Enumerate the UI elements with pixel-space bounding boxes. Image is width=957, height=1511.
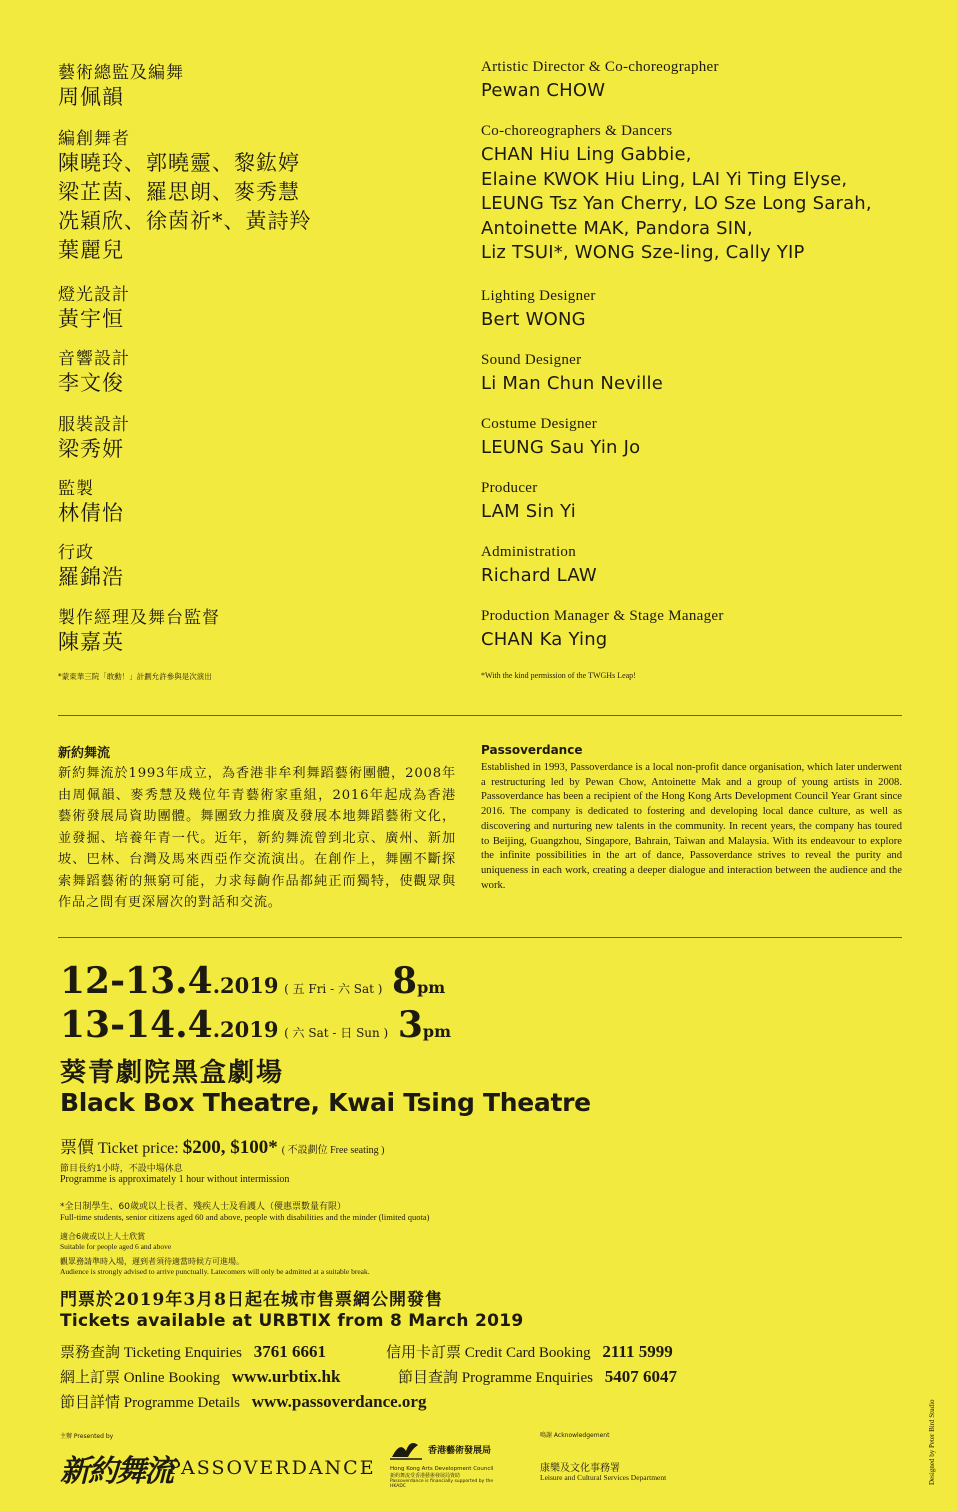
credit-role: Production Manager & Stage Manager xyxy=(481,608,724,624)
credit-zh-lighting xyxy=(58,280,130,334)
sale-en: Tickets available at URBTIX from 8 March 2019 xyxy=(60,1311,524,1331)
enquiry-details xyxy=(60,1391,426,1412)
enquiry-value: 2111 5999 xyxy=(602,1342,673,1361)
credit-zh-dancers xyxy=(58,124,312,265)
bio-en-text: Established in 1993, Passoverdance is a local non-profit dance organisation, which later underwent a restructuring led by Pewan Chow, Antoinette Mak and a group of young artists in 2008. Passoverdance has been a recipient of the Hong Kong Arts Development Council Year Grant since 2016. The company is dedicated to fostering and developing local dance culture, as well as discovering and nurturing new talents in the community. In recent years, the company has toured to Beijing, Guangzhou, Singapore, Bahrain, Taiwan and Malaysia. With its endeavour to explore the infinite possibilities in the art of dance, Passoverdance strives to reveal the purity and uniqueness in each work, creating a deeper dialogue and interaction between the audience and the work. xyxy=(481,762,902,891)
credit-name: LEUNG Tsz Yan Cherry, LO Sze Long Sarah, xyxy=(481,193,872,214)
credit-zh-sound xyxy=(58,344,130,398)
show-time: 3 xyxy=(397,1004,423,1046)
enquiry-value: 5407 6047 xyxy=(604,1367,677,1386)
enquiry-value: 3761 6661 xyxy=(253,1342,326,1361)
credit-name: 李文俊 xyxy=(58,371,124,395)
note-concession xyxy=(60,1199,429,1222)
show-date-2 xyxy=(60,1004,451,1046)
credit-name: Pewan CHOW xyxy=(481,80,606,101)
price-label-en: Ticket price: xyxy=(98,1140,179,1157)
credit-en-dancers xyxy=(481,123,872,266)
price-values: $200, $100* xyxy=(182,1137,278,1158)
credit-name: Liz TSUI*, WONG Sze-ling, Cally YIP xyxy=(481,242,805,263)
note-zh: *全日制學生、60歲或以上長者、殘疾人士及看護人（優惠票數量有限） xyxy=(60,1202,346,1212)
bio-zh-title: 新約舞流 xyxy=(58,746,111,761)
sale-zh: 門票於2019年3月8日起在城市售票網公開發售 xyxy=(60,1290,443,1310)
credit-role: 行政 xyxy=(58,543,94,563)
note-en: Audience is strongly advised to arrive punctually. Latecomers will only be admitted at a suitable break. xyxy=(60,1267,370,1276)
divider xyxy=(58,715,902,716)
enquiry-credit-card xyxy=(386,1341,673,1362)
credit-name: 梁秀妍 xyxy=(58,437,124,461)
show-year: .2019 xyxy=(212,1017,279,1042)
bio-en-title: Passoverdance xyxy=(481,743,583,757)
credit-name: 梁芷茵、羅思朗、麥秀慧 xyxy=(58,180,300,204)
enquiry-zh: 節目詳情 xyxy=(60,1395,121,1411)
bio-zh-text: 新約舞流於1993年成立，為香港非牟利舞蹈藝術團體，2008年由周佩韻、麥秀慧及幾位年青藝術家重組，2016年起成為香港藝術發展局資助團體。舞團致力推廣及發展本地舞蹈藝術文化，並發掘、培養年青一代。近年，新約舞流曾到北京、廣州、新加坡、巴林、台灣及馬來西亞作交流演出。在創作上，舞團不斷探索舞蹈藝術的無窮可能，力求每齣作品都純正而獨特，使觀眾與作品之間有更深層次的對話和交流。 xyxy=(58,766,456,910)
enquiry-zh: 信用卡訂票 xyxy=(386,1345,462,1361)
credit-en-costume xyxy=(481,416,640,461)
price-label-zh: 票價 xyxy=(60,1138,94,1158)
show-date: 12-13.4 xyxy=(60,960,213,1002)
credit-name: Antoinette MAK, Pandora SIN, xyxy=(481,217,753,239)
credit-name: 陳嘉英 xyxy=(58,630,124,654)
credit-en-lighting xyxy=(481,288,596,333)
note-zh: 觀眾務請準時入場，遲到者須待適當時候方可進場。 xyxy=(60,1257,244,1266)
lcsd-zh: 康樂及文化事務署 xyxy=(540,1463,620,1474)
hkadc-logo xyxy=(390,1437,500,1489)
enquiry-en: Programme Details xyxy=(123,1395,240,1411)
show-date-1 xyxy=(60,960,445,1002)
enquiry-en: Online Booking xyxy=(123,1370,221,1386)
note-en: Suitable for people aged 6 and above xyxy=(60,1242,172,1251)
acknowledgement-label: 鳴謝 Acknowledgement xyxy=(540,1432,610,1439)
hkadc-mark-icon xyxy=(390,1437,424,1461)
credit-role: 編創舞者 xyxy=(58,129,130,149)
hkadc-note-zh: 新約舞流受香港藝術發展局資助 xyxy=(390,1473,461,1479)
credit-role: 燈光設計 xyxy=(58,285,130,305)
credit-name: Elaine KWOK Hiu Ling, LAI Yi Ting Elyse, xyxy=(481,168,848,190)
note-age xyxy=(60,1231,171,1251)
footnote-en: *With the kind permission of the TWGHs Leap! xyxy=(481,671,636,680)
credit-role: Lighting Designer xyxy=(481,288,596,304)
note-zh: 適合6歲或以上人士欣賞 xyxy=(60,1232,146,1241)
credit-name: Bert WONG xyxy=(481,309,586,330)
credit-en-sound xyxy=(481,352,663,397)
note-zh: 節目長約1小時，不設中場休息 xyxy=(60,1164,183,1174)
enquiry-en: Credit Card Booking xyxy=(464,1345,591,1361)
credit-name: CHAN Hiu Ling Gabbie, xyxy=(481,144,692,165)
venue-en: Black Box Theatre, Kwai Tsing Theatre xyxy=(60,1088,591,1117)
credit-role: Sound Designer xyxy=(481,352,582,368)
bio-zh xyxy=(58,742,456,914)
hkadc-note-en: Passoverdance is financially supported by the HKADC xyxy=(390,1479,494,1489)
credit-role: 音響設計 xyxy=(58,349,130,369)
ticket-price xyxy=(60,1133,385,1159)
credit-role: Artistic Director & Co-choreographer xyxy=(481,59,719,75)
credit-name: 陳曉玲、郭曉靈、黎鈜婷 xyxy=(58,151,300,175)
credit-role: 藝術總監及編舞 xyxy=(58,63,184,83)
credit-role: Costume Designer xyxy=(481,416,598,432)
credit-name: 周佩韻 xyxy=(58,85,124,109)
credit-zh-costume xyxy=(58,410,130,464)
credit-name: LEUNG Sau Yin Jo xyxy=(481,437,641,458)
note-en: Programme is approximately 1 hour without intermission xyxy=(60,1174,290,1185)
credit-role: 監製 xyxy=(58,479,94,499)
note-latecomers xyxy=(60,1256,370,1276)
enquiry-ticketing xyxy=(60,1341,326,1362)
credit-role: Co-choreographers & Dancers xyxy=(481,123,673,139)
show-time-unit: pm xyxy=(417,978,446,997)
credit-en-artistic-director xyxy=(481,59,719,104)
credit-en-admin xyxy=(481,544,597,589)
venue-zh: 葵青劇院黑盒劇場 xyxy=(60,1058,285,1088)
credit-zh-production-manager xyxy=(58,603,220,657)
credit-role: 製作經理及舞台監督 xyxy=(58,608,220,628)
enquiry-value[interactable]: www.urbtix.hk xyxy=(231,1367,341,1386)
company-logo-en: PASSOVERDANCE xyxy=(168,1457,376,1479)
credit-en-production-manager xyxy=(481,608,724,653)
show-time-unit: pm xyxy=(422,1022,452,1041)
enquiry-value[interactable]: www.passoverdance.org xyxy=(251,1392,427,1411)
credit-zh-artistic-director xyxy=(58,58,184,112)
enquiry-en: Programme Enquiries xyxy=(461,1370,593,1386)
credit-name: Richard LAW xyxy=(481,565,597,586)
footnote-zh: *蒙東華三院「敢動！」計劃允許參與是次演出 xyxy=(58,672,212,681)
lcsd-en: Leisure and Cultural Services Department xyxy=(540,1473,667,1482)
credit-name: Li Man Chun Neville xyxy=(481,373,664,394)
show-year: .2019 xyxy=(212,973,279,998)
price-seating: ( 不設劃位 Free seating ) xyxy=(281,1145,385,1156)
credit-zh-admin xyxy=(58,538,124,592)
hkadc-en: Hong Kong Arts Development Council xyxy=(390,1466,494,1472)
bio-en xyxy=(481,743,902,893)
credit-role: Producer xyxy=(481,480,538,496)
show-time: 8 xyxy=(392,960,418,1002)
enquiry-programme xyxy=(398,1366,677,1387)
credit-name: 葉麗兒 xyxy=(58,238,124,262)
hkadc-zh: 香港藝術發展局 xyxy=(428,1446,492,1456)
designer-credit: Designed by Peter Bird Studio xyxy=(928,1399,936,1485)
credit-name: 羅錦浩 xyxy=(58,565,124,589)
credit-role: Administration xyxy=(481,544,577,560)
credit-name: 林倩怡 xyxy=(58,501,124,525)
credit-en-producer xyxy=(481,480,576,525)
note-duration xyxy=(60,1161,289,1185)
enquiry-zh: 票務查詢 xyxy=(60,1345,121,1361)
credit-name: 冼穎欣、徐茵祈*、黃詩羚 xyxy=(58,209,312,233)
credit-role: 服裝設計 xyxy=(58,415,130,435)
enquiry-online xyxy=(60,1366,340,1387)
note-en: Full-time students, senior citizens aged 60 and above, people with disabilities and the minder (limited quota) xyxy=(60,1212,430,1222)
show-days: ( 五 Fri - 六 Sat ) xyxy=(284,982,383,996)
credit-name: CHAN Ka Ying xyxy=(481,629,608,650)
credit-zh-producer xyxy=(58,474,124,528)
divider xyxy=(58,937,902,938)
credit-name: LAM Sin Yi xyxy=(481,501,576,522)
company-logo-zh: 新約舞流 xyxy=(60,1454,172,1489)
enquiry-en: Ticketing Enquiries xyxy=(123,1345,242,1361)
enquiry-zh: 網上訂票 xyxy=(60,1370,121,1386)
show-date: 13-14.4 xyxy=(60,1004,213,1046)
show-days: ( 六 Sat - 日 Sun ) xyxy=(284,1026,389,1040)
presented-by-label: 主辦 Presented by xyxy=(60,1433,114,1440)
enquiry-zh: 節目查詢 xyxy=(398,1370,459,1386)
credit-name: 黃宇恒 xyxy=(58,307,124,331)
